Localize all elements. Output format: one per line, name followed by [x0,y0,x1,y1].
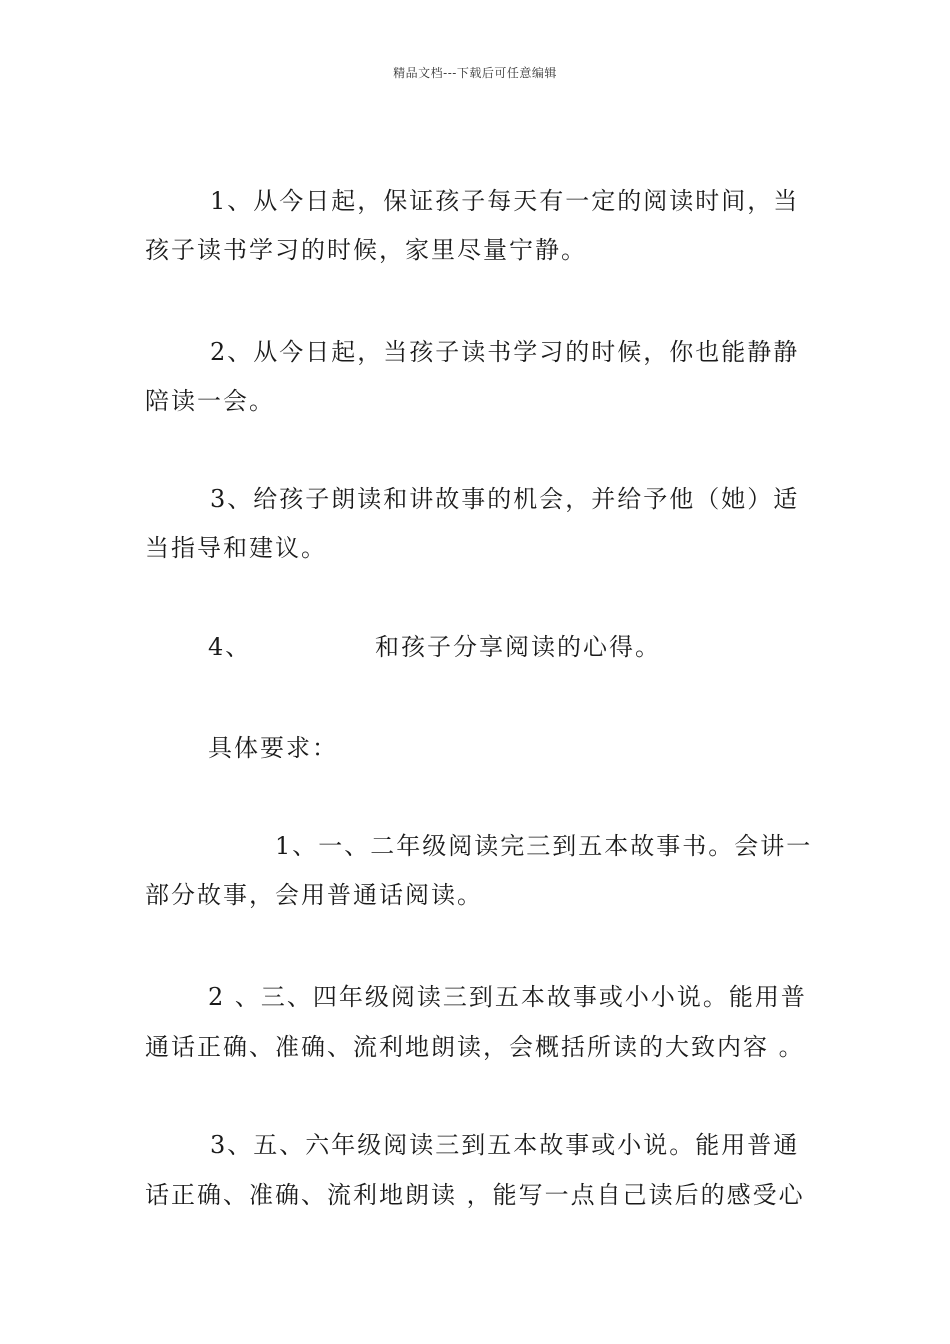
requirement-1-line-1: 1、一、二年级阅读完三到五本故事书。会讲一 [275,832,813,860]
item-2-line-2: 陪读一会。 [145,387,275,415]
item-2-line-1: 2、从今日起，当孩子读书学习的时候，你也能静静 [210,338,800,366]
requirement-3-line-1: 3、五、六年级阅读三到五本故事或小说。能用普通 [210,1131,800,1159]
item-4-number: 4、 [208,633,252,661]
requirements-heading: 具体要求： [208,734,338,762]
requirement-2-line-2: 通话正确、准确、流利地朗读，会概括所读的大致内容 。 [145,1033,805,1061]
item-4-text: 和孩子分享阅读的心得。 [375,633,661,661]
requirement-3-line-2: 话正确、准确、流利地朗读 ，能写一点自己读后的感受心 [145,1181,805,1209]
item-1-line-1: 1、从今日起，保证孩子每天有一定的阅读时间，当 [210,187,800,215]
item-3-line-2: 当指导和建议。 [145,534,327,562]
item-1-line-2: 孩子读书学习的时候，家里尽量宁静。 [145,236,587,264]
page-header: 精品文档---下载后可任意编辑 [393,66,557,80]
item-3-line-1: 3、给孩子朗读和讲故事的机会，并给予他（她）适 [210,485,800,513]
requirement-1-line-2: 部分故事，会用普通话阅读。 [145,881,483,909]
requirement-2-line-1: 2 、三、四年级阅读三到五本故事或小小说。能用普 [208,983,807,1011]
